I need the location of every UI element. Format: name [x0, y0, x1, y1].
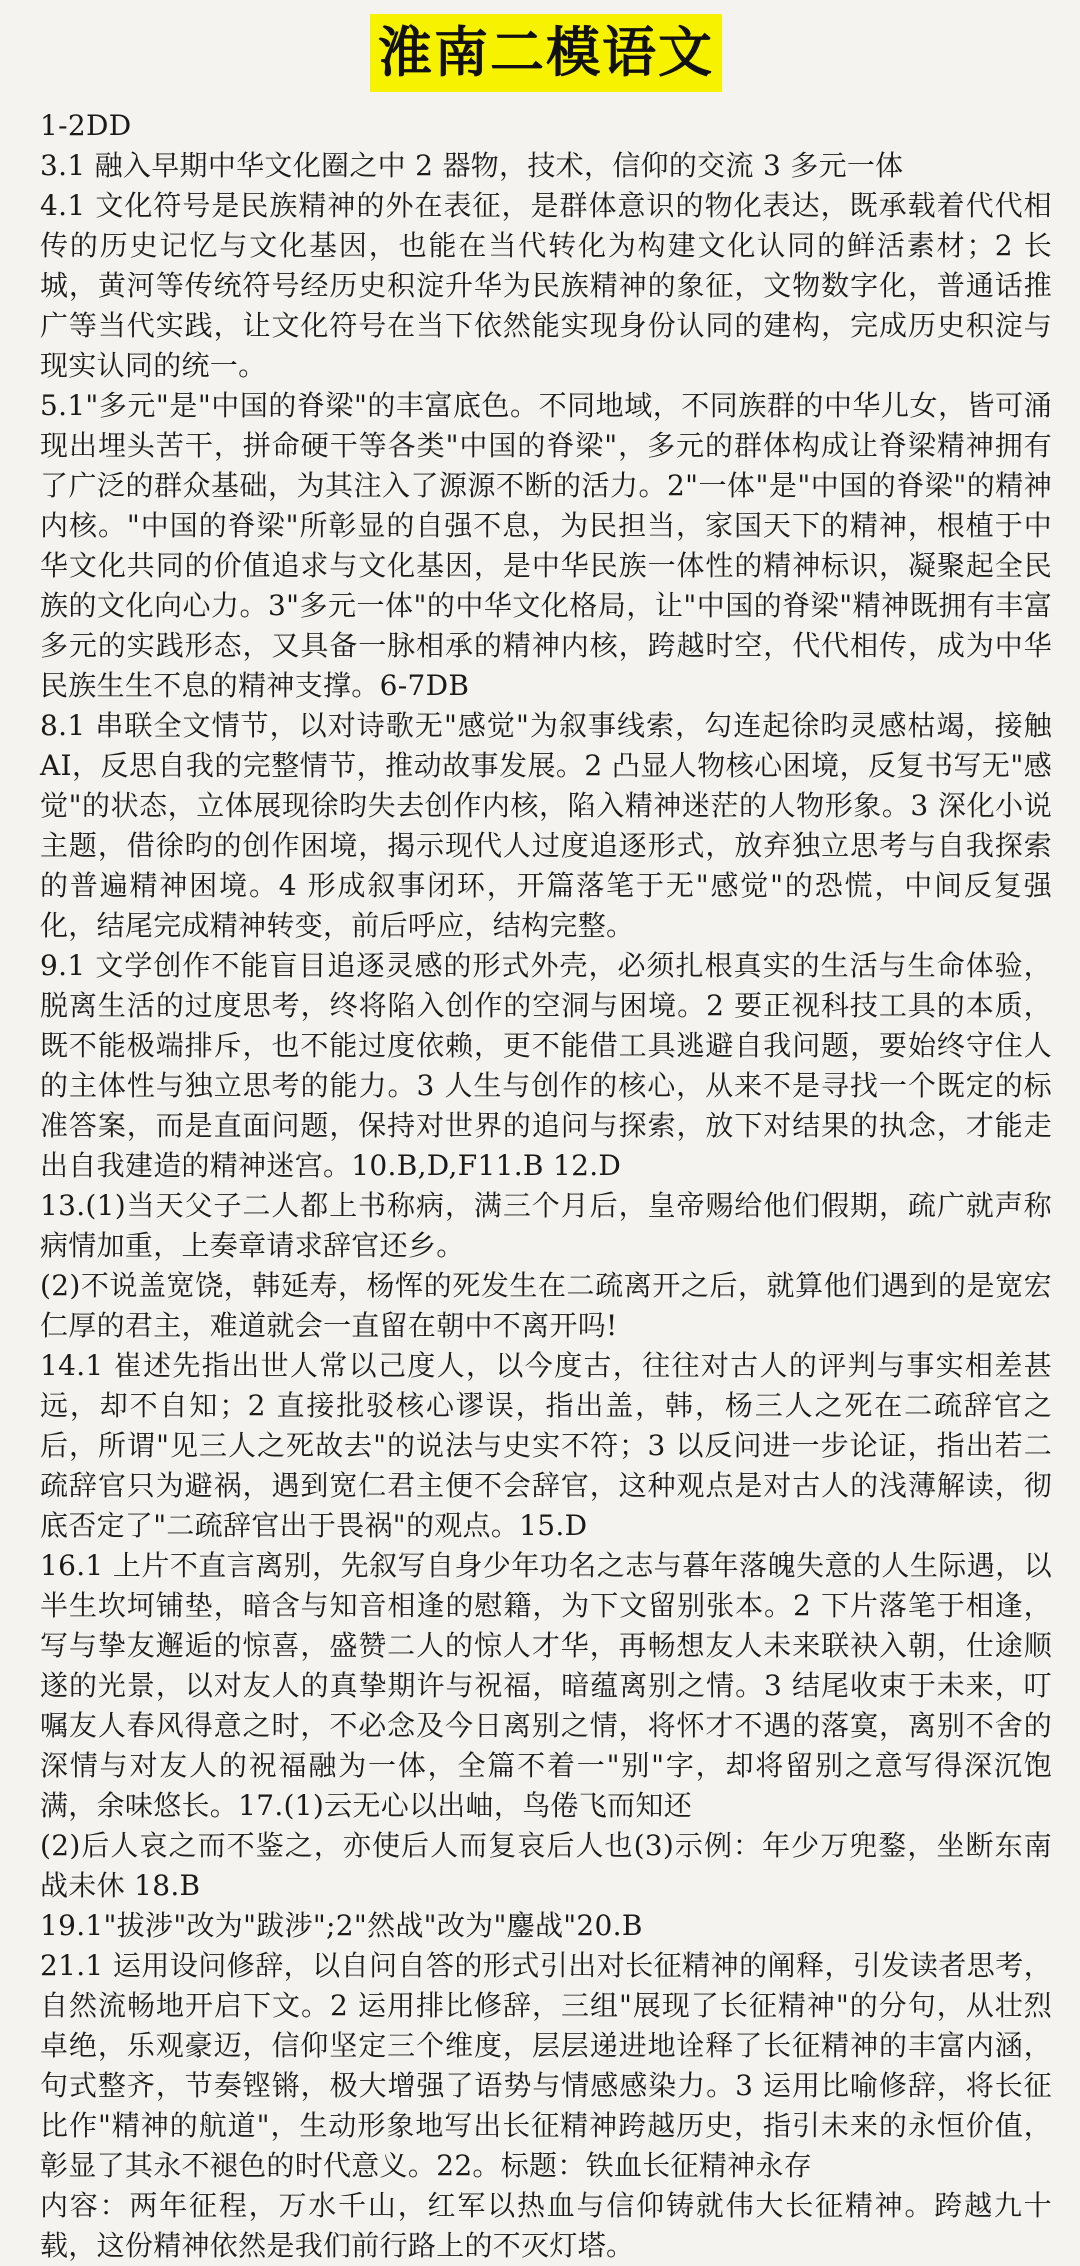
- title-area: [40, 14, 1052, 96]
- answer-paragraph: (2)不说盖宽饶，韩延寿，杨恽的死发生在二疏离开之后，就算他们遇到的是宽宏仁厚的君主，难道就会一直留在朝中不离开吗!: [40, 1269, 1052, 1342]
- answer-paragraph: 9.1 文学创作不能盲目追逐灵感的形式外壳，必须扎根真实的生活与生命体验，脱离生活的过度思考，终将陷入创作的空洞与困境。2 要正视科技工具的本质，既不能极端排斥，也不能过度依赖，更不能借工具逃避自我问题，要始终守住人的主体性与独立思考的能力。3 人生与创作的核心，从来不是寻找一个既定的标准答案，而是直面问题，保持对世界的追问与探索，放下对结果的执念，才能走出自我建造的精神迷宫。10.B,D,F11.B 12.D: [40, 949, 1052, 1182]
- page-title: 淮南二模语文: [370, 14, 722, 92]
- answer-paragraph: 16.1 上片不直言离别，先叙写自身少年功名之志与暮年落魄失意的人生际遇，以半生坎坷铺垫，暗含与知音相逢的慰籍，为下文留别张本。2 下片落笔于相逢，写与挚友邂逅的惊喜，盛赞二人的惊人才华，再畅想友人未来联袂入朝，仕途顺遂的光景，以对友人的真挚期许与祝福，暗蕴离别之情。3 结尾收束于未来，叮嘱友人春风得意之时，不必念及今日离别之情，将怀才不遇的落寞，离别不舍的深情与对友人的祝福融为一体，全篇不着一"别"字，却将留别之意写得深沉饱满，余味悠长。17.(1)云无心以出岫，鸟倦飞而知还: [40, 1549, 1052, 1822]
- answer-paragraph: 4.1 文化符号是民族精神的外在表征，是群体意识的物化表达，既承载着代代相传的历史记忆与文化基因，也能在当代转化为构建文化认同的鲜活素材；2 长城，黄河等传统符号经历史积淀升华为民族精神的象征，文物数字化，普通话推广等当代实践，让文化符号在当下依然能实现身份认同的建构，完成历史积淀与现实认同的统一。: [40, 189, 1052, 382]
- answer-paragraph: 19.1"拔涉"改为"跋涉";2"然战"改为"鏖战"20.B: [40, 1909, 643, 1942]
- answer-paragraph: 13.(1)当天父子二人都上书称病，满三个月后，皇帝赐给他们假期，疏广就声称病情加重，上奏章请求辞官还乡。: [40, 1189, 1052, 1262]
- answer-paragraph: 14.1 崔述先指出世人常以己度人，以今度古，往往对古人的评判与事实相差甚远，却不自知；2 直接批驳核心谬误，指出盖，韩，杨三人之死在二疏辞官之后，所谓"见三人之死故去"的说法与史实不符；3 以反问进一步论证，指出若二疏辞官只为避祸，遇到宽仁君主便不会辞官，这种观点是对古人的浅薄解读，彻底否定了"二疏辞官出于畏祸"的观点。15.D: [40, 1349, 1052, 1542]
- answer-paragraph: 3.1 融入早期中华文化圈之中 2 器物，技术，信仰的交流 3 多元一体: [40, 149, 904, 182]
- answer-paragraph: 5.1"多元"是"中国的脊梁"的丰富底色。不同地域，不同族群的中华儿女，皆可涌现出埋头苦干，拼命硬干等各类"中国的脊梁"，多元的群体构成让脊梁精神拥有了广泛的群众基础，为其注入了源源不断的活力。2"一体"是"中国的脊梁"的精神内核。"中国的脊梁"所彰显的自强不息，为民担当，家国天下的精神，根植于中华文化共同的价值追求与文化基因，是中华民族一体性的精神标识，凝聚起全民族的文化向心力。3"多元一体"的中华文化格局，让"中国的脊梁"精神既拥有丰富多元的实践形态，又具备一脉相承的精神内核，跨越时空，代代相传，成为中华民族生生不息的精神支撑。6-7DB: [40, 389, 1052, 702]
- answer-paragraph: 8.1 串联全文情节，以对诗歌无"感觉"为叙事线索，勾连起徐昀灵感枯竭，接触AI，反思自我的完整情节，推动故事发展。2 凸显人物核心困境，反复书写无"感觉"的状态，立体展现徐昀失去创作内核，陷入精神迷茫的人物形象。3 深化小说主题，借徐昀的创作困境，揭示现代人过度追逐形式，放弃独立思考与自我探索的普遍精神困境。4 形成叙事闭环，开篇落笔于无"感觉"的恐慌，中间反复强化，结尾完成精神转变，前后呼应，结构完整。: [40, 709, 1052, 942]
- answer-paragraph: 1-2DD: [40, 109, 132, 142]
- answer-paragraph: 内容：两年征程，万水千山，红军以热血与信仰铸就伟大长征精神。跨越九十载，这份精神依然是我们前行路上的不灭灯塔。: [40, 2189, 1052, 2262]
- answer-paragraph: (2)后人哀之而不鉴之，亦使后人而复哀后人也(3)示例：年少万兜鍪，坐断东南战未休 18.B: [40, 1829, 1052, 1902]
- answer-content: [40, 106, 1052, 2266]
- answer-paragraph: 21.1 运用设问修辞，以自问自答的形式引出对长征精神的阐释，引发读者思考，自然流畅地开启下文。2 运用排比修辞，三组"展现了长征精神"的分句，从壮烈卓绝，乐观豪迈，信仰坚定三个维度，层层递进地诠释了长征精神的丰富内涵，句式整齐，节奏铿锵，极大增强了语势与情感感染力。3 运用比喻修辞，将长征比作"精神的航道"，生动形象地写出长征精神跨越历史，指引未来的永恒价值，彰显了其永不褪色的时代意义。22。标题：铁血长征精神永存: [40, 1949, 1052, 2182]
